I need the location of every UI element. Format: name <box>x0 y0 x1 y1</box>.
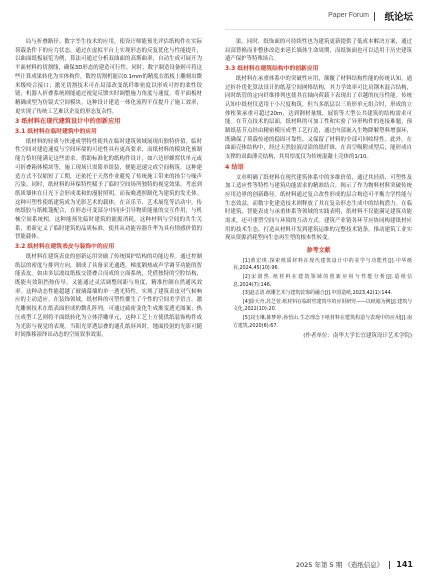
journal-label: Paper Forum <box>328 12 369 19</box>
heading-section-4: 4 结语 <box>225 163 244 171</box>
issue-label: 2025 年第 5 期 《造纸信息》 <box>295 561 384 569</box>
reference-item: [5]刘玉琳,陈梦婷,孙悟山.生态理念下纸材料在建筑构造与表现中的应用[J].南方建筑,2020(6):67. <box>233 315 412 329</box>
right-paragraph-1: 果。同时，纸饰面的可持续性也为建筑更新提供了低成本解决方案，通过局部替换而非整体改造来延长墙体生命周期，而纸饰面也可以适用于历史建筑遗产保护等特殊场合。 <box>225 39 412 63</box>
reference-item: [1]黄宏琪.探索纸质材料在现代建筑设计中的美学与功能性[J].中华纸业,2024,45(10):96. <box>233 257 412 272</box>
right-paragraph-2: 纸材料在承重体系中的突破性应用，颠覆了材料结构性能的传统认知。通过折扑优化算法设计的纸基空间网格结构，其力学效率可比肩钢木混合结构，同时纸管的定向纤维排列也使其在轴向荷载下表现出了卓越的抗压性能。传统认知中纸材仅适用于小尺度构筑，但当多纸层以三角形单元组合时，形成的立体桁架承重可超过20m，达到钢材量级，展馆等大型公共建筑的结构需求可能。在节点技术的层面，纸材料的可加工性和实验了异形构件的连接难题，预制纸基节点经由精密模压成型工艺打造，通过内部嵌入生物降解塑料增强环，既确保了荷载传递的稳固可靠性，又保留了材料的全部可回收特性。此外，在曲面壳体结构中，经过天然胶液浸渍的纸纤维，在真空吸附成型后，能形成自支撑的双曲薄壳结构，其用厚度仅为传统混凝土壳体的1/10。 <box>225 75 412 161</box>
heading-3-2: 3.2 纸材料在建筑表皮与装饰中的应用 <box>15 244 115 251</box>
right-paragraph-3: 文章明确了纸材料在现代建筑体系中的多维价值，通过其轻质、可塑性及加工适应性等特性与建筑功能需求的精准结合，揭示了作为物料材料突破传统应用边界的创新路径。纸材料通过复合改性形成的层合构造可平衡力学性能与生态效益，而数字化建造技术则释放了其在复杂形态生成中的结构潜力。在临时建筑、智能表皮与承重体系等领域的实践表明，纸材料不仅能满足建筑功能需求，还可重塑空间与环境的互动方式。建筑产业链各环节应协同构建纸材应用的技术生态，打造从材料开发到建筑运维的完整技术链条，推动建筑工业实现从资源消耗型向生态再生型的根本性转变。 <box>225 174 412 242</box>
section-title: 纸论坛 <box>384 12 413 23</box>
heading-3-3: 3.3 纸材料在建筑结构中的创新应用 <box>225 66 319 73</box>
left-column <box>15 38 202 341</box>
page-header <box>0 8 427 26</box>
heading-section-3: 3 纸材料在现代建筑设计中的创新应用 <box>15 118 121 126</box>
heading-3-1: 3.1 纸材料在临时建筑中的应用 <box>15 129 97 136</box>
reference-item: [2]宋润然.纸材料在建筑领域的创新应用与性能分析[J].造纸信息,2024(7):146. <box>233 274 412 288</box>
left-paragraph-2: 纸材料的轻质与快速成型特性使其在临时建筑领域展现出独特价值。临时性空间对建造速度与空间环境的可逆性具有更高要求，而纸材料的模块化预制能力恰好能满足这些需求。借助标准化的纸构件设计，如六边形蜂窝状单元或可折叠箱体模块等，施工现场只需简单组装，便能迅速完成空间构筑。这种建造方式不仅缩短了工期，还依托于天然作业避免了传统施工带来的扬尘与噪声污染。同时，纸材料的环保特性赋予了临时空间场所独特的视觉效果。考虑到纸质墙体在日光下会形成柔和的漫射照明，而夜晚透照制化为建筑的发光体。这种可塑性使纸建筑成为光影艺术的载体，在音乐节、艺术展览等活动中，传统纸胶与纸帐篷配合，在形态可变部分中同步引导物质能量的交互作用，与机械空间系统相，这种能预先临时建筑的能源消耗。这种材料与空间的共生关系，重新定义了临时建筑的品质标准，使其从功能容器升华为具有情感价值的智能载体。 <box>15 138 202 241</box>
page-number: 141 <box>396 560 413 569</box>
header-rule <box>225 29 412 30</box>
author-affiliation: (作者单位：南华大学长宜建筑设计艺术学院) <box>303 333 412 340</box>
references-title: 参考文献 <box>306 247 331 255</box>
reference-item: [3]赵志清.纸雕艺术与建筑装饰的融合[J].中国造纸,2023,42(1):144. <box>242 290 393 297</box>
left-paragraph-3: 纸材料在建筑表皮的创新运用突破了传统围护结构的功能边界。通过控制纸层的密度与排列方向，制成了具备采光通透、梯度隔热或声学调节功能的智能表皮。如由多层波纹纸板交错叠合而成的立面系统，凭借独特的空腔结构，既能有效阻挡热传导，又能通过灵活调整间距与角度，精准控制自然通风效率。这种动态性能超越了玻璃幕墙的单一透光特性，实现了建筑表皮对气候响应的主动适应。在装饰领域，纸材料的可塑性催生了个性的空间美学语言。激光雕刻技术在纸表面形成的微孔阵列，可通过疏密变化生成渐变透光图案；热压成型工艺则将平面纸转化为立体浮雕单元，这种工艺上方使供纸装饰构件成为光影与视觉的表现。当阳光穿透层叠的通孔纸屏风时，地面投射的光影可随时间推移演绎出动态的空间叙事效果。 <box>15 253 202 339</box>
header-divider <box>374 12 375 21</box>
reference-item: [4]徐天舟,苏芝萱.纸材料在临时性建筑中的应用研究——以纸箱为例[J].建筑与文化,2022(10):20. <box>233 298 412 313</box>
footer-divider <box>389 561 390 569</box>
right-column <box>225 38 412 341</box>
left-paragraph-1: 局与折叠路径。数字孪生技术的应用，使设计师能预先评估纸构件在实际荷载条件下的应力状态，通过在虚拟平台上实现形态的反复优化与性能提升，以曲面纸板展览为例，算法可通过分析双曲面的高斯曲率，自动生成可展开为平面材料的切割线，确保3D形态的建造可行性。同时，数字制造设备则可将这些计算成果转化为实体构件。数控切割机能以0.1mm的精度在纸板上雕刻出微米级咬合接口；激光切割技术可在局部改变纸纤维密度以形成可控的柔性铰链；机器人折叠系统则能通过视觉反馈实时调整施力角度与速度，将平面板材精确成型为仿镜式空间模块。这种设计建造一体化流程不仅提升了施工效率，更实现了传统工艺难以企及的形态复杂性。 <box>15 39 202 115</box>
page-footer <box>296 560 413 569</box>
